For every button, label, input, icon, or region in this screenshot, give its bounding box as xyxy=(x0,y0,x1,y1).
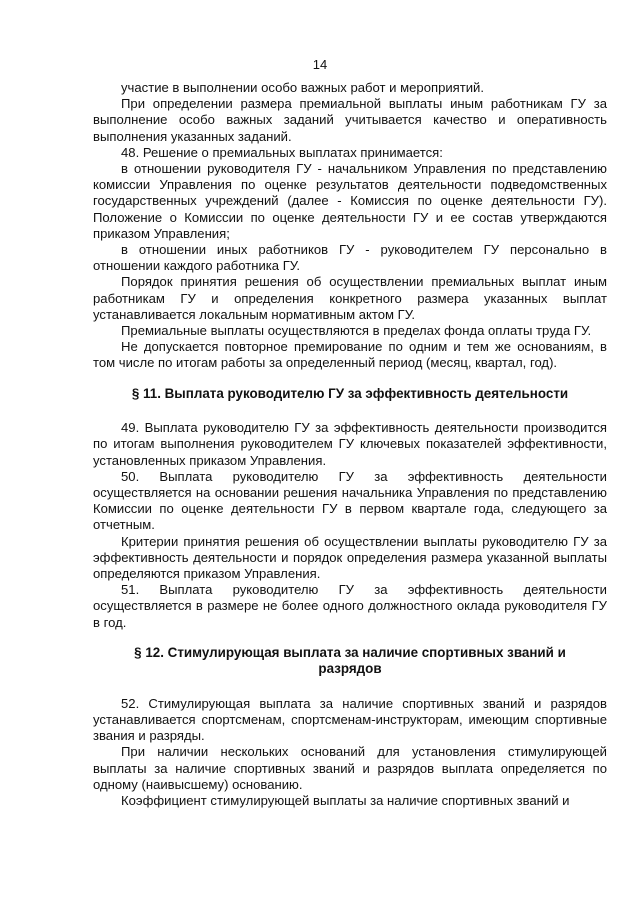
section-12-heading: § 12. Стимулирующая выплата за наличие спортивных званий и разрядов xyxy=(134,644,566,677)
paragraph: Премиальные выплаты осуществляются в пределах фонда оплаты труда ГУ. xyxy=(121,323,592,339)
paragraph: в отношении руководителя ГУ - начальником Управления по представлению комиссии Управления по оценке результатов деятельности подведомственных государственных учреждений (далее - Комиссия по оценке деятельности ГУ). Положение о Комиссии по оценке деятельности ГУ и ее состав утверждаются приказом Управления; xyxy=(93,161,607,241)
paragraph: При наличии нескольких оснований для установления стимулирующей выплаты за наличие спортивных званий и разрядов выплата определяется по одному (наивысшему) основанию. xyxy=(93,744,607,792)
paragraph: При определении размера премиальной выплаты иным работникам ГУ за выполнение особо важных заданий учитывается качество и оперативность выполнения указанных заданий. xyxy=(93,96,607,144)
section-11-body xyxy=(93,420,607,631)
paragraph: 52. Стимулирующая выплата за наличие спортивных званий и разрядов устанавливается спортсменам, спортсменам-инструкторам, имеющим спортивные звания и разряды. xyxy=(93,695,607,744)
paragraph: 50. Выплата руководителю ГУ за эффективность деятельности осуществляется на основании решения начальника Управления по представлению Комиссии по оценке деятельности ГУ в первом квартале года, следующего за отчетным. xyxy=(93,468,607,533)
paragraph: участие в выполнении особо важных работ и мероприятий. xyxy=(121,80,485,95)
section-12-body xyxy=(93,696,607,809)
paragraph: Критерии принятия решения об осуществлении выплаты руководителю ГУ за эффективность деятельности и порядок определения размера указанной выплаты определяются приказом Управления. xyxy=(93,533,607,581)
page-number: 14 xyxy=(312,57,328,72)
paragraph: 51. Выплата руководителю ГУ за эффективность деятельности осуществляется в размере не более одного должностного оклада руководителя ГУ в год. xyxy=(93,582,607,630)
section-11-heading: § 11. Выплата руководителю ГУ за эффективность деятельности xyxy=(131,385,569,401)
paragraph: Порядок принятия решения об осуществлении премиальных выплат иным работникам ГУ и определения конкретного размера указанных выплат устанавливается локальным нормативным актом ГУ. xyxy=(93,274,607,322)
paragraph: 49. Выплата руководителю ГУ за эффективность деятельности производится по итогам выполнения руководителем ГУ ключевых показателей эффективности, установленных приказом Управления. xyxy=(93,420,607,468)
paragraph: в отношении иных работников ГУ - руководителем ГУ персонально в отношении каждого работника ГУ. xyxy=(93,242,607,274)
paragraph: Не допускается повторное премирование по одним и тем же основаниям, в том числе по итогам работы за определенный период (месяц, квартал, год). xyxy=(93,339,607,371)
paragraph: 48. Решение о премиальных выплатах принимается: xyxy=(121,144,443,160)
paragraph: Коэффициент стимулирующей выплаты за наличие спортивных званий и xyxy=(121,793,570,809)
document-body xyxy=(93,80,607,809)
paragraphs-before xyxy=(93,80,607,372)
